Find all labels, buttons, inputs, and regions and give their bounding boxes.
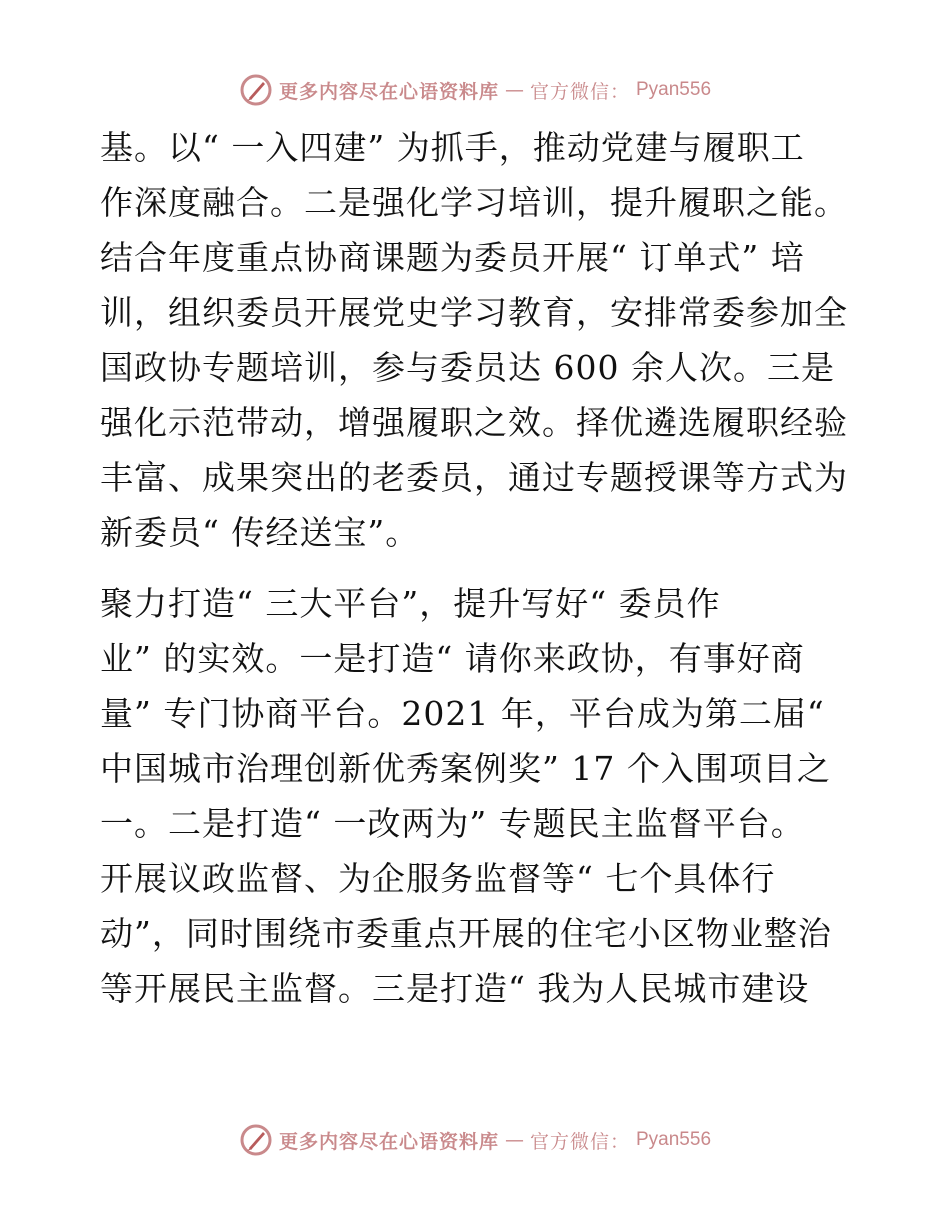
document-body (100, 120, 860, 1016)
text-line: 动”，同时围绕市委重点开展的住宅小区物业整治 (100, 914, 832, 953)
banner-contact-label: 官方微信： (529, 80, 630, 103)
text-line: 开展议政监督、为企服务监督等“ 七个具体行 (100, 859, 776, 898)
banner-dash: — (504, 1129, 524, 1151)
banner-text: 更多内容尽在心语资料库 (278, 1130, 499, 1153)
quill-pen-circle-icon (239, 1123, 273, 1157)
banner-wechat-id: Pyan556 (636, 79, 712, 100)
footer-banner (0, 1120, 950, 1160)
text-line: 一。二是打造“ 一改两为” 专题民主监督平台。 (100, 804, 805, 843)
banner-text: 更多内容尽在心语资料库 (278, 80, 499, 103)
text-line: 基。以“ 一入四建” 为抓手，推动党建与履职工 (100, 128, 805, 167)
text-line: 丰富、成果突出的老委员，通过专题授课等方式为 (100, 458, 848, 497)
text-line: 等开展民主监督。三是打造“ 我为人民城市建设 (100, 969, 810, 1008)
paragraph (100, 120, 860, 560)
paragraph (100, 576, 860, 1016)
text-line: 国政协专题培训，参与委员达 600 余人次。三是 (100, 348, 835, 387)
text-line: 强化示范带动，增强履职之效。择优遴选履职经验 (100, 403, 848, 442)
text-line: 新委员“ 传经送宝”。 (100, 513, 420, 552)
text-line: 业” 的实效。一是打造“ 请你来政协，有事好商 (100, 639, 805, 678)
header-banner (0, 70, 950, 110)
banner-contact-label: 官方微信： (529, 1130, 630, 1153)
text-line: 作深度融合。二是强化学习培训，提升履职之能。 (100, 183, 848, 222)
banner-wechat-id: Pyan556 (636, 1129, 712, 1150)
quill-pen-circle-icon (239, 73, 273, 107)
banner-dash: — (504, 79, 524, 101)
text-line: 中国城市治理创新优秀案例奖” 17 个入围项目之 (100, 749, 831, 788)
paragraph-spacer (100, 560, 860, 576)
text-line: 结合年度重点协商课题为委员开展“ 订单式” 培 (100, 238, 805, 277)
text-line: 聚力打造“ 三大平台”，提升写好“ 委员作 (100, 584, 721, 623)
text-line: 训，组织委员开展党史学习教育，安排常委参加全 (100, 293, 848, 332)
text-line: 量” 专门协商平台。2021 年，平台成为第二届“ (100, 694, 825, 733)
